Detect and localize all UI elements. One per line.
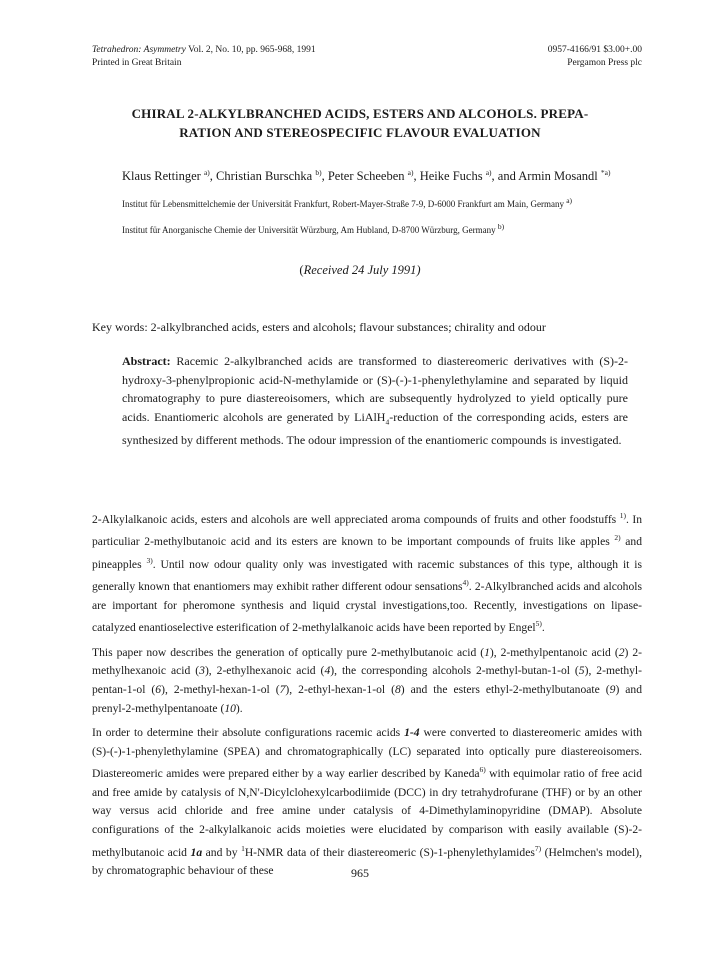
printed-in: Printed in Great Britain bbox=[92, 58, 182, 68]
paper-title bbox=[100, 104, 620, 142]
paragraph-3 bbox=[92, 724, 642, 880]
title-line-2: RATION AND STEREOSPECIFIC FLAVOUR EVALUATION bbox=[179, 125, 541, 140]
publisher: Pergamon Press plc bbox=[567, 58, 642, 68]
affiliation-text: Institut für Anorganische Chemie der Universität Würzburg, Am Hubland, D-8700 Würzburg, Germany bbox=[122, 225, 498, 235]
keywords: Key words: 2-alkylbranched acids, esters and alcohols; flavour substances; chirality and odour bbox=[92, 320, 546, 334]
reference-mark: 3) bbox=[146, 555, 153, 565]
reference-mark: 4) bbox=[462, 578, 469, 588]
paragraph-1 bbox=[92, 507, 642, 638]
received-value: 24 July 1991) bbox=[348, 263, 421, 277]
compound-number: 6 bbox=[155, 683, 162, 697]
text: . bbox=[541, 621, 545, 635]
affiliation-mark: a) bbox=[566, 196, 573, 205]
author-separator: , bbox=[209, 169, 217, 184]
text: . Until now odour quality only was investigated with racemic substances of this type, although it is generally known that enantiomers may exhibit rather different odour sensations bbox=[92, 557, 642, 594]
author-separator: , bbox=[413, 169, 420, 184]
compound-number: 2 bbox=[618, 645, 625, 659]
compound-number: 1-4 bbox=[404, 726, 420, 740]
text: ), 2-methyl-pentan-1-ol ( bbox=[92, 664, 643, 697]
author: Peter Scheeben bbox=[327, 169, 408, 184]
body-text bbox=[92, 507, 642, 887]
author: Klaus Rettinger bbox=[122, 169, 204, 184]
affiliation-text: Institut für Lebensmittelchemie der Universität Frankfurt, Robert-Mayer-Straße 7-9, D-6000 Frankfurt am Main, Germany bbox=[122, 199, 567, 209]
abstract-text: -reduction of the corresponding acids, esters are synthesized by different methods. The odour impression of the enantiomeric compounds is investigated. bbox=[122, 409, 628, 448]
text: ), 2-ethylhexanoic acid ( bbox=[204, 664, 325, 678]
text: and pineapples bbox=[92, 535, 642, 571]
compound-number: 9 bbox=[609, 683, 616, 697]
text: ), the corresponding alcohols 2-methyl-butan-1-ol ( bbox=[330, 664, 579, 678]
compound-number: 10 bbox=[224, 701, 236, 715]
author: Christian Burschka bbox=[216, 169, 316, 184]
text: . 2-Alkylbranched acids and alcohols are important for pheromone synthesis and liquid crystal investigations,too. Recently, investigations on lipase-catalyzed enantioselective esterification of 2-methylalkanoic acids have been reported by Engel bbox=[92, 580, 642, 635]
text: 2-Alkylalkanoic acids, esters and alcohols are well appreciated aroma compounds of fruits and other foodstuffs bbox=[92, 512, 620, 526]
compound-number: 5 bbox=[578, 664, 585, 678]
reference-mark: 2) bbox=[614, 533, 621, 543]
abstract-label: Abstract: bbox=[122, 354, 171, 368]
reference-mark: 6) bbox=[479, 765, 486, 775]
affiliation-mark: *a) bbox=[600, 168, 611, 177]
received-paren: ( bbox=[299, 263, 304, 277]
text: ) 2-methylhexanoic acid ( bbox=[92, 645, 642, 678]
reference-mark: 7) bbox=[534, 843, 542, 853]
text: ), 2-methyl-hexan-1-ol ( bbox=[161, 683, 280, 697]
volume-info: Vol. 2, No. 10, pp. 965-968, 1991 bbox=[185, 45, 316, 55]
received-label: Received bbox=[303, 263, 349, 277]
reference-mark: 5) bbox=[535, 619, 542, 629]
affiliation-mark: b) bbox=[497, 222, 505, 231]
author-list bbox=[122, 168, 610, 184]
text: and by bbox=[202, 845, 242, 859]
text: . In particuliar 2-methylbutanoic acid and its esters are known to be important compounds of fruits like apples bbox=[92, 512, 642, 549]
compound-number: 1 bbox=[484, 645, 490, 659]
affiliation-mark: b) bbox=[315, 168, 322, 177]
text: H-NMR data of their diastereomeric (S)-1-phenylethylamides bbox=[244, 845, 535, 859]
text: with equimolar ratio of free acid and free amide by catalysis of N,N'-Dicylclohexylcarbodiimide (DCC) in dry tetrahydrofurane (THF) or by an other way versus acid chloride and free amine under catalysis of 4-Dimethylaminopyridine (DMAP). Absolute configurations of the 2-alkylalkanoic acids moieties were elucidated by comparison with easily available (S)-2-methylbutanoic acid bbox=[92, 767, 642, 859]
subscript: 4 bbox=[385, 416, 390, 426]
text: ) and the esters ethyl-2-methylbutanoate ( bbox=[400, 683, 610, 697]
issn-price: 0957-4166/91 $3.00+.00 bbox=[547, 45, 642, 55]
title-line-1: CHIRAL 2-ALKYLBRANCHED ACIDS, ESTERS AND ALCOHOLS. PREPA- bbox=[131, 106, 589, 121]
text: ). bbox=[235, 701, 243, 715]
compound-number: 1a bbox=[190, 845, 203, 859]
text: In order to determine their absolute configurations racemic acids bbox=[92, 726, 405, 740]
superscript: 1 bbox=[241, 843, 245, 853]
compound-number: 8 bbox=[394, 683, 401, 697]
text: (Helmchen's model), by chromatographic behaviour of these bbox=[92, 845, 643, 878]
received-date bbox=[0, 263, 720, 278]
abstract-text: Racemic 2-alkylbranched acids are transformed to diastereomeric derivatives with (S)-2-hydroxy-3-phenylpropionic acid-N-methylamide or (S)-(-)-1-phenylethylamine and separated by liquid chromatography to pure diastereoisomers, which are subsequently hydrolyzed to yield optically pure acids. Enantiomeric alcohols are generated by LiAlH bbox=[122, 354, 628, 424]
affiliation-mark: a) bbox=[407, 168, 414, 177]
text: were converted to diastereomeric amides with (S)-(-)-1-phenylethylamine (SPEA) and chromatographically (LC) separated into optically pure diastereoisomers. Diastereomeric amides were prepared either by a way earlier described by Kaneda bbox=[92, 726, 642, 781]
affiliation-mark: a) bbox=[203, 168, 210, 177]
author: Armin Mosandl bbox=[518, 169, 601, 184]
compound-number: 7 bbox=[279, 683, 286, 697]
text: ) and prenyl-2-methylpentanoate ( bbox=[92, 683, 643, 715]
text: ), 2-ethyl-hexan-1-ol ( bbox=[285, 683, 395, 697]
author: Heike Fuchs bbox=[419, 169, 486, 184]
text: ), 2-methylpentanoic acid ( bbox=[489, 645, 619, 659]
reference-mark: 1) bbox=[619, 511, 626, 520]
running-header-right bbox=[548, 44, 642, 70]
affiliation-a bbox=[122, 196, 572, 209]
author-separator: , and bbox=[491, 169, 519, 184]
abstract bbox=[122, 352, 628, 450]
page-number: 965 bbox=[351, 866, 369, 880]
author-separator: , bbox=[321, 169, 328, 184]
compound-number: 3 bbox=[199, 664, 205, 678]
affiliation-mark: a) bbox=[485, 168, 492, 177]
journal-name: Tetrahedron: Asymmetry bbox=[92, 45, 186, 55]
affiliation-b bbox=[122, 222, 504, 235]
text: This paper now describes the generation of optically pure 2-methylbutanoic acid ( bbox=[92, 645, 485, 659]
running-header-left bbox=[92, 44, 316, 70]
compound-number: 4 bbox=[324, 664, 331, 678]
paragraph-2 bbox=[92, 644, 642, 718]
